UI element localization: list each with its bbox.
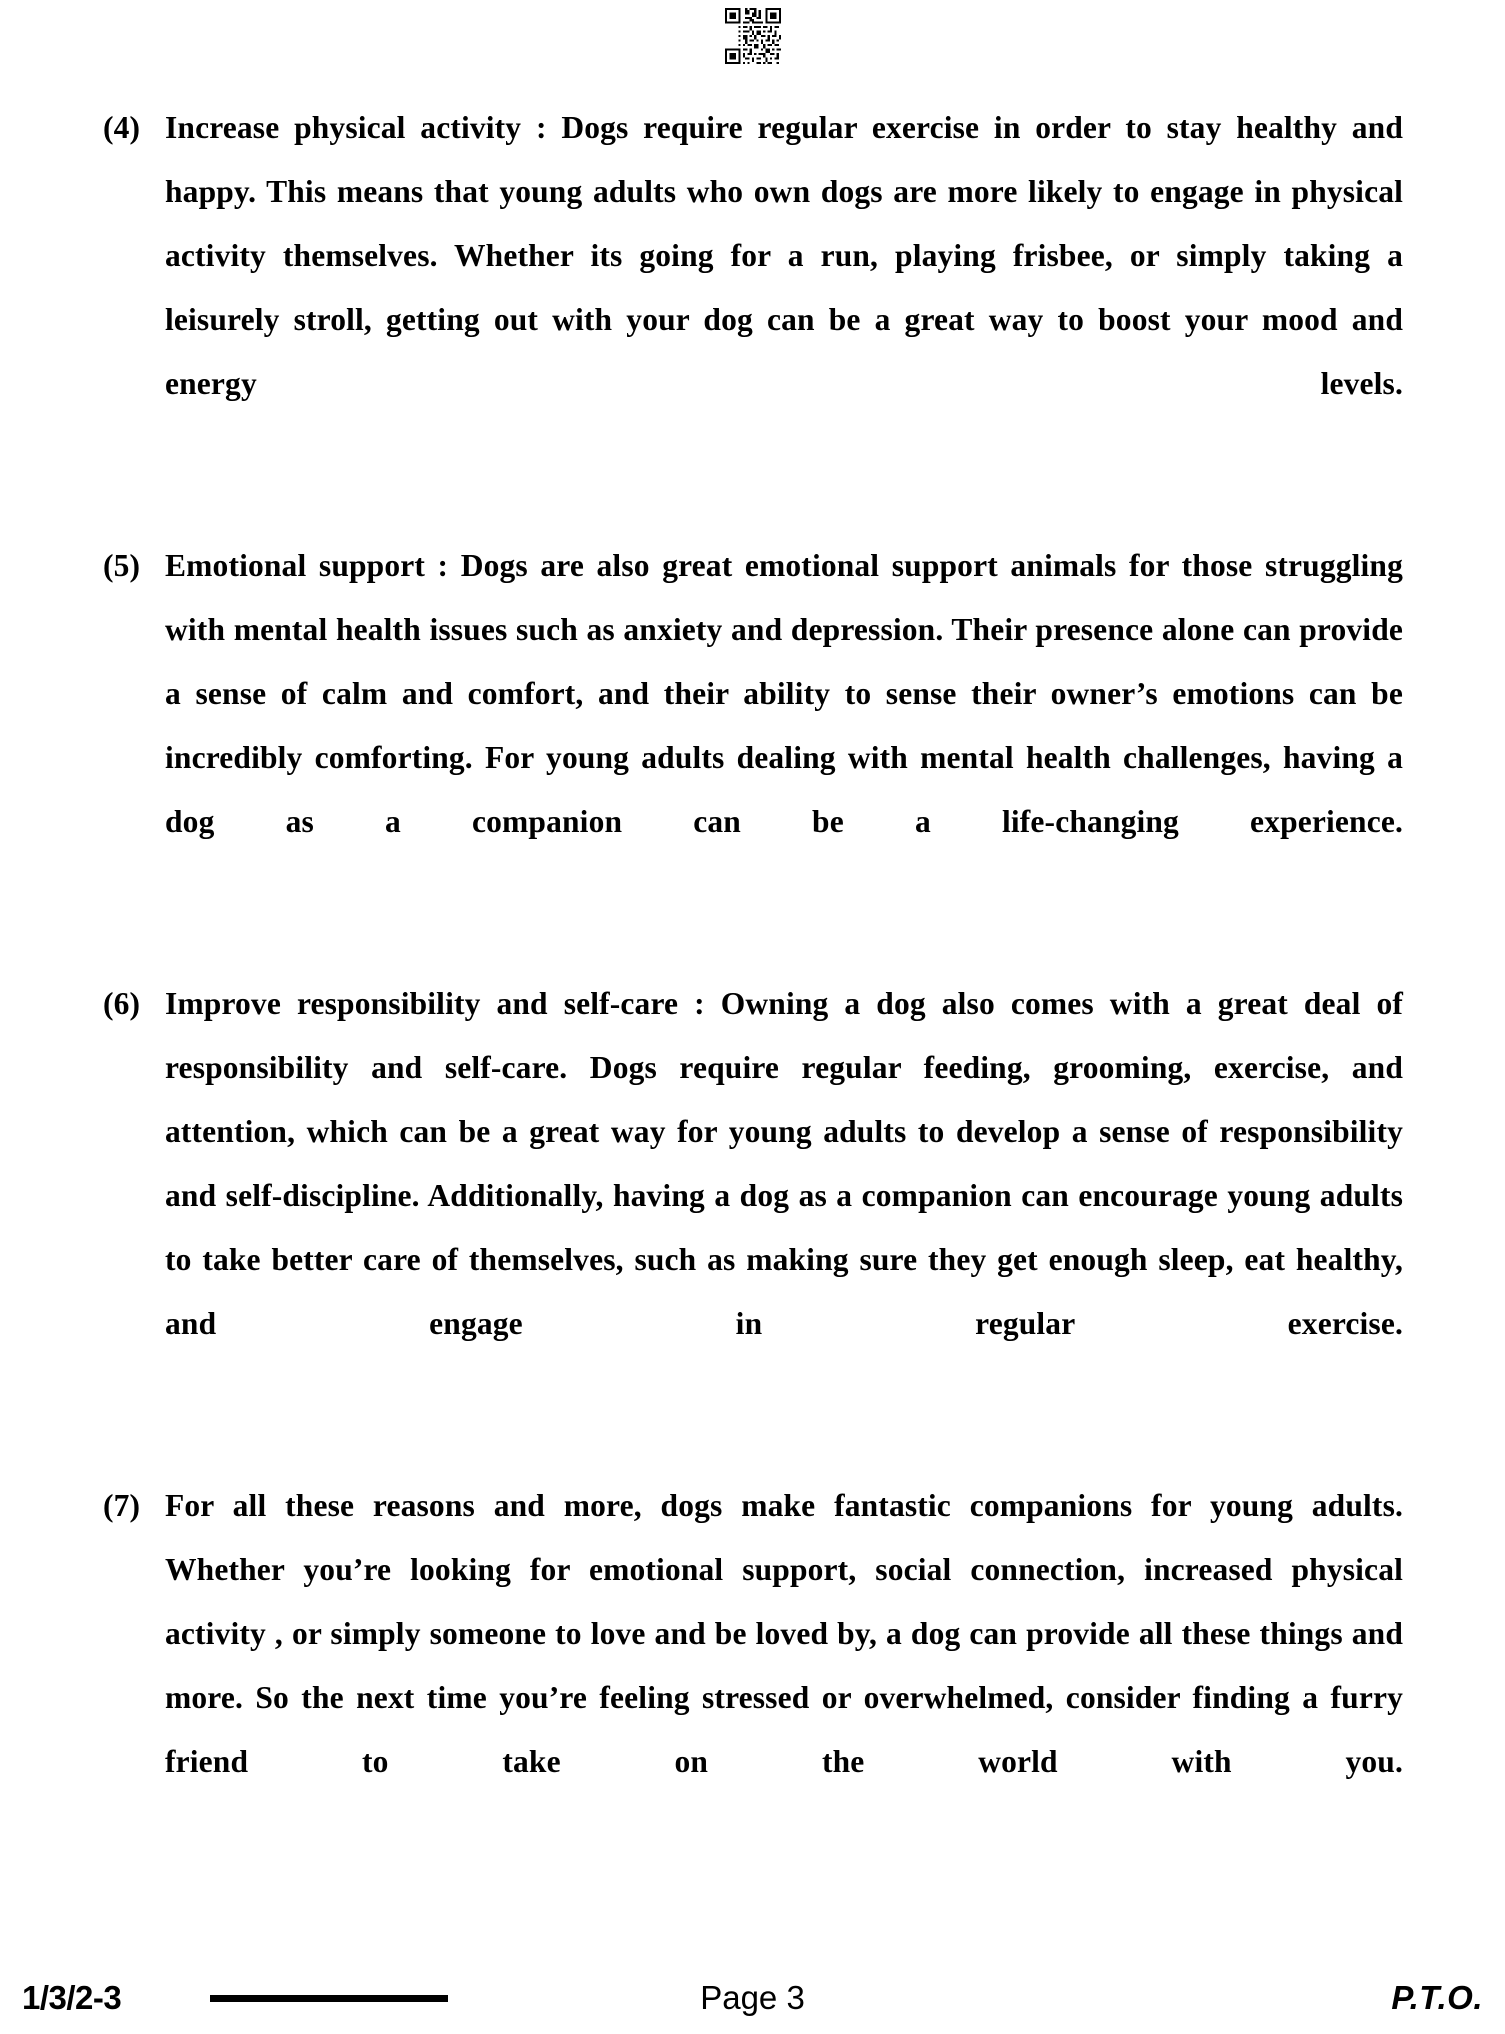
page-footer (0, 1960, 1505, 2018)
paragraph-marker: (5) (103, 548, 141, 583)
document-body (103, 96, 1403, 1858)
paragraph-6 (103, 972, 1403, 1420)
paragraph-text: Emotional support : Dogs are also great emotional support animals for those struggling with mental health issues such as anxiety and depression. Their presence alone can provide a sense of calm and comfort, and their ability to sense their owner’s emotions can be incredibly comforting. For young adults dealing with mental health challenges, having a dog as a companion can be a life-changing experience. (165, 548, 1403, 839)
paragraph-5 (103, 534, 1403, 918)
paragraph-text: Increase physical activity : Dogs require regular exercise in order to stay healthy and happy. This means that young adults who own dogs are more likely to engage in physical activity themselves. Whether its going for a run, playing frisbee, or simply taking a leisurely stroll, getting out with your dog can be a great way to boost your mood and energy levels. (165, 110, 1403, 401)
paragraph-text: For all these reasons and more, dogs make fantastic companions for young adults. Whether you’re looking for emotional support, social connection, increased physical activity , or simply someone to love and be loved by, a dog can provide all these things and more. So the next time you’re feeling stressed or overwhelmed, consider finding a furry friend to take on the world with you. (165, 1488, 1403, 1779)
qr-code-icon (725, 8, 781, 64)
qr-code-header (0, 8, 1505, 64)
paragraph-4 (103, 96, 1403, 480)
page-number: Page 3 (700, 1979, 805, 2016)
paragraph-marker: (6) (103, 986, 141, 1021)
turn-over-note: P.T.O. (1391, 1979, 1483, 2016)
paragraph-marker: (4) (103, 110, 141, 145)
paper-code: 1/3/2-3 (22, 1979, 122, 2016)
paragraph-text: Improve responsibility and self-care : Owning a dog also comes with a great deal of responsibility and self-care. Dogs require regular feeding, grooming, exercise, and attention, which can be a great way for young adults to develop a sense of responsibility and self-discipline. Additionally, having a dog as a companion can encourage young adults to take better care of themselves, such as making sure they get enough sleep, eat healthy, and engage in regular exercise. (165, 986, 1403, 1341)
paragraph-marker: (7) (103, 1488, 141, 1523)
paragraph-7 (103, 1474, 1403, 1858)
